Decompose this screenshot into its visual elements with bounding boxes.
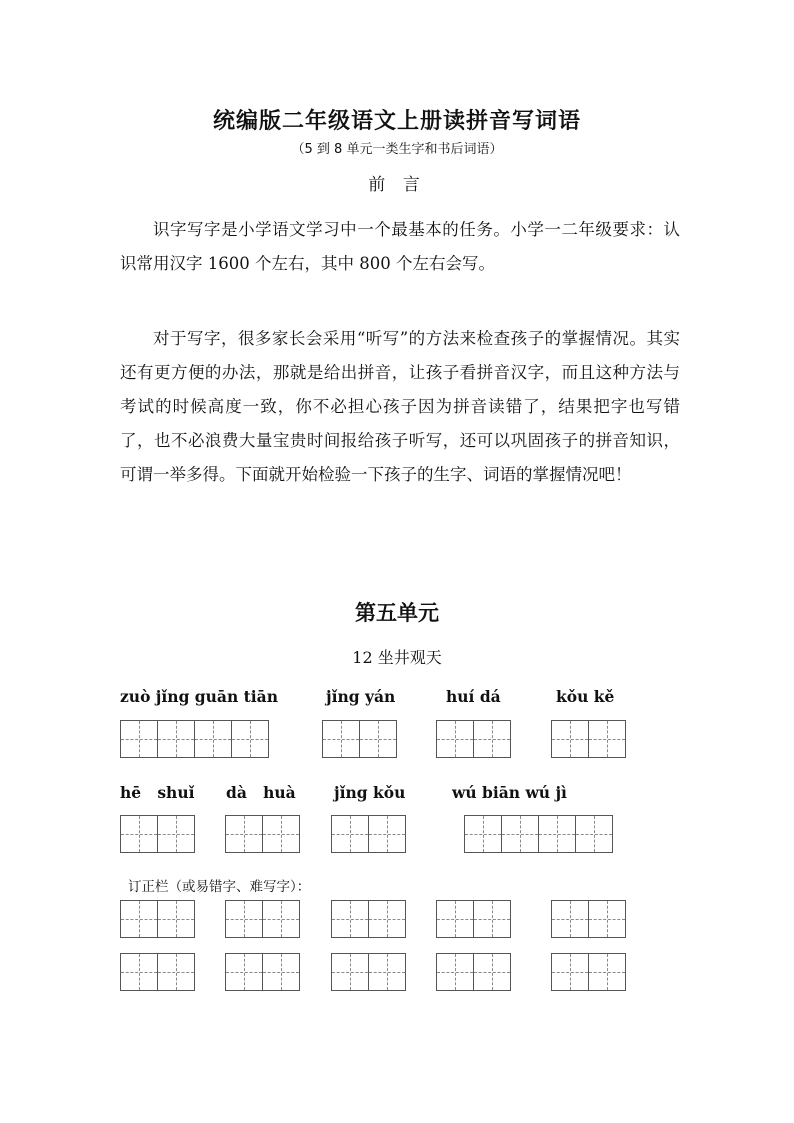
writing-cell[interactable]: [575, 815, 613, 853]
writing-cell[interactable]: [551, 953, 589, 991]
correction-grid[interactable]: [225, 953, 300, 991]
writing-cell[interactable]: [473, 900, 511, 938]
writing-cell[interactable]: [359, 720, 397, 758]
pinyin-word-4: kǒu kě: [556, 687, 615, 706]
writing-grid-word-4[interactable]: [551, 720, 626, 758]
pinyin-word-6: dà huà: [226, 783, 296, 802]
writing-cell[interactable]: [157, 720, 195, 758]
writing-cell[interactable]: [368, 815, 406, 853]
writing-cell[interactable]: [551, 720, 589, 758]
writing-cell[interactable]: [157, 900, 195, 938]
lesson-title: 12 坐井观天: [352, 648, 442, 667]
correction-grid[interactable]: [551, 953, 626, 991]
writing-cell[interactable]: [231, 720, 269, 758]
correction-grid[interactable]: [225, 900, 300, 938]
writing-cell[interactable]: [588, 900, 626, 938]
writing-cell[interactable]: [331, 815, 369, 853]
writing-grid-word-2[interactable]: [322, 720, 397, 758]
writing-cell[interactable]: [538, 815, 576, 853]
pinyin-word-5: hē shuǐ: [120, 783, 195, 802]
preface-paragraph-1: 识字写字是小学语文学习中一个最基本的任务。小学一二年级要求：认识常用汉字 1600 个左右，其中 800 个左右会写。: [120, 220, 680, 273]
correction-grid[interactable]: [331, 953, 406, 991]
preface-paragraph-2: 对于写字，很多家长会采用“听写”的方法来检查孩子的掌握情况。其实还有更方便的办法，那就是给出拼音，让孩子看拼音汉字，而且这种方法与考试的时候高度一致，你不必担心孩子因为拼音读错了，结果把字也写错了，也不必浪费大量宝贵时间报给孩子听写，还可以巩固孩子的拼音知识，可谓一举多得。下面就开始检验一下孩子的生字、词语的掌握情况吧！: [120, 329, 680, 484]
writing-cell[interactable]: [551, 900, 589, 938]
writing-grid-word-8[interactable]: [464, 815, 613, 853]
writing-cell[interactable]: [322, 720, 360, 758]
writing-cell[interactable]: [436, 953, 474, 991]
unit-title: 第五单元: [355, 600, 439, 625]
writing-grid-word-1[interactable]: [120, 720, 269, 758]
correction-label: 订正栏（或易错字、难写字）：: [128, 879, 311, 895]
pinyin-word-2: jǐng yán: [326, 687, 396, 706]
correction-grid[interactable]: [331, 900, 406, 938]
correction-grid[interactable]: [120, 900, 195, 938]
writing-cell[interactable]: [225, 953, 263, 991]
document-subtitle: （5 到 8 单元一类生字和书后词语）: [291, 142, 503, 157]
correction-grid[interactable]: [436, 900, 511, 938]
writing-grid-word-7[interactable]: [331, 815, 406, 853]
pinyin-word-8: wú biān wú jì: [452, 783, 567, 802]
writing-cell[interactable]: [262, 815, 300, 853]
writing-grid-word-6[interactable]: [225, 815, 300, 853]
writing-cell[interactable]: [262, 900, 300, 938]
pinyin-word-7: jǐng kǒu: [334, 783, 406, 802]
writing-cell[interactable]: [368, 900, 406, 938]
document-title: 统编版二年级语文上册读拼音写词语: [212, 108, 581, 134]
correction-grid[interactable]: [436, 953, 511, 991]
writing-cell[interactable]: [473, 953, 511, 991]
writing-cell[interactable]: [120, 953, 158, 991]
writing-cell[interactable]: [157, 815, 195, 853]
correction-grid[interactable]: [120, 953, 195, 991]
writing-cell[interactable]: [588, 720, 626, 758]
writing-cell[interactable]: [368, 953, 406, 991]
writing-cell[interactable]: [194, 720, 232, 758]
writing-cell[interactable]: [120, 815, 158, 853]
writing-cell[interactable]: [262, 953, 300, 991]
preface-heading: 前 言: [368, 175, 426, 195]
pinyin-word-3: huí dá: [446, 687, 501, 706]
writing-grid-word-3[interactable]: [436, 720, 511, 758]
writing-cell[interactable]: [473, 720, 511, 758]
writing-cell[interactable]: [501, 815, 539, 853]
correction-grid[interactable]: [551, 900, 626, 938]
writing-cell[interactable]: [225, 900, 263, 938]
writing-cell[interactable]: [436, 900, 474, 938]
writing-cell[interactable]: [331, 900, 369, 938]
writing-cell[interactable]: [120, 900, 158, 938]
writing-cell[interactable]: [464, 815, 502, 853]
writing-cell[interactable]: [436, 720, 474, 758]
writing-cell[interactable]: [120, 720, 158, 758]
writing-cell[interactable]: [157, 953, 195, 991]
pinyin-word-1: zuò jǐng guān tiān: [120, 687, 278, 706]
writing-cell[interactable]: [331, 953, 369, 991]
writing-cell[interactable]: [225, 815, 263, 853]
writing-cell[interactable]: [588, 953, 626, 991]
writing-grid-word-5[interactable]: [120, 815, 195, 853]
